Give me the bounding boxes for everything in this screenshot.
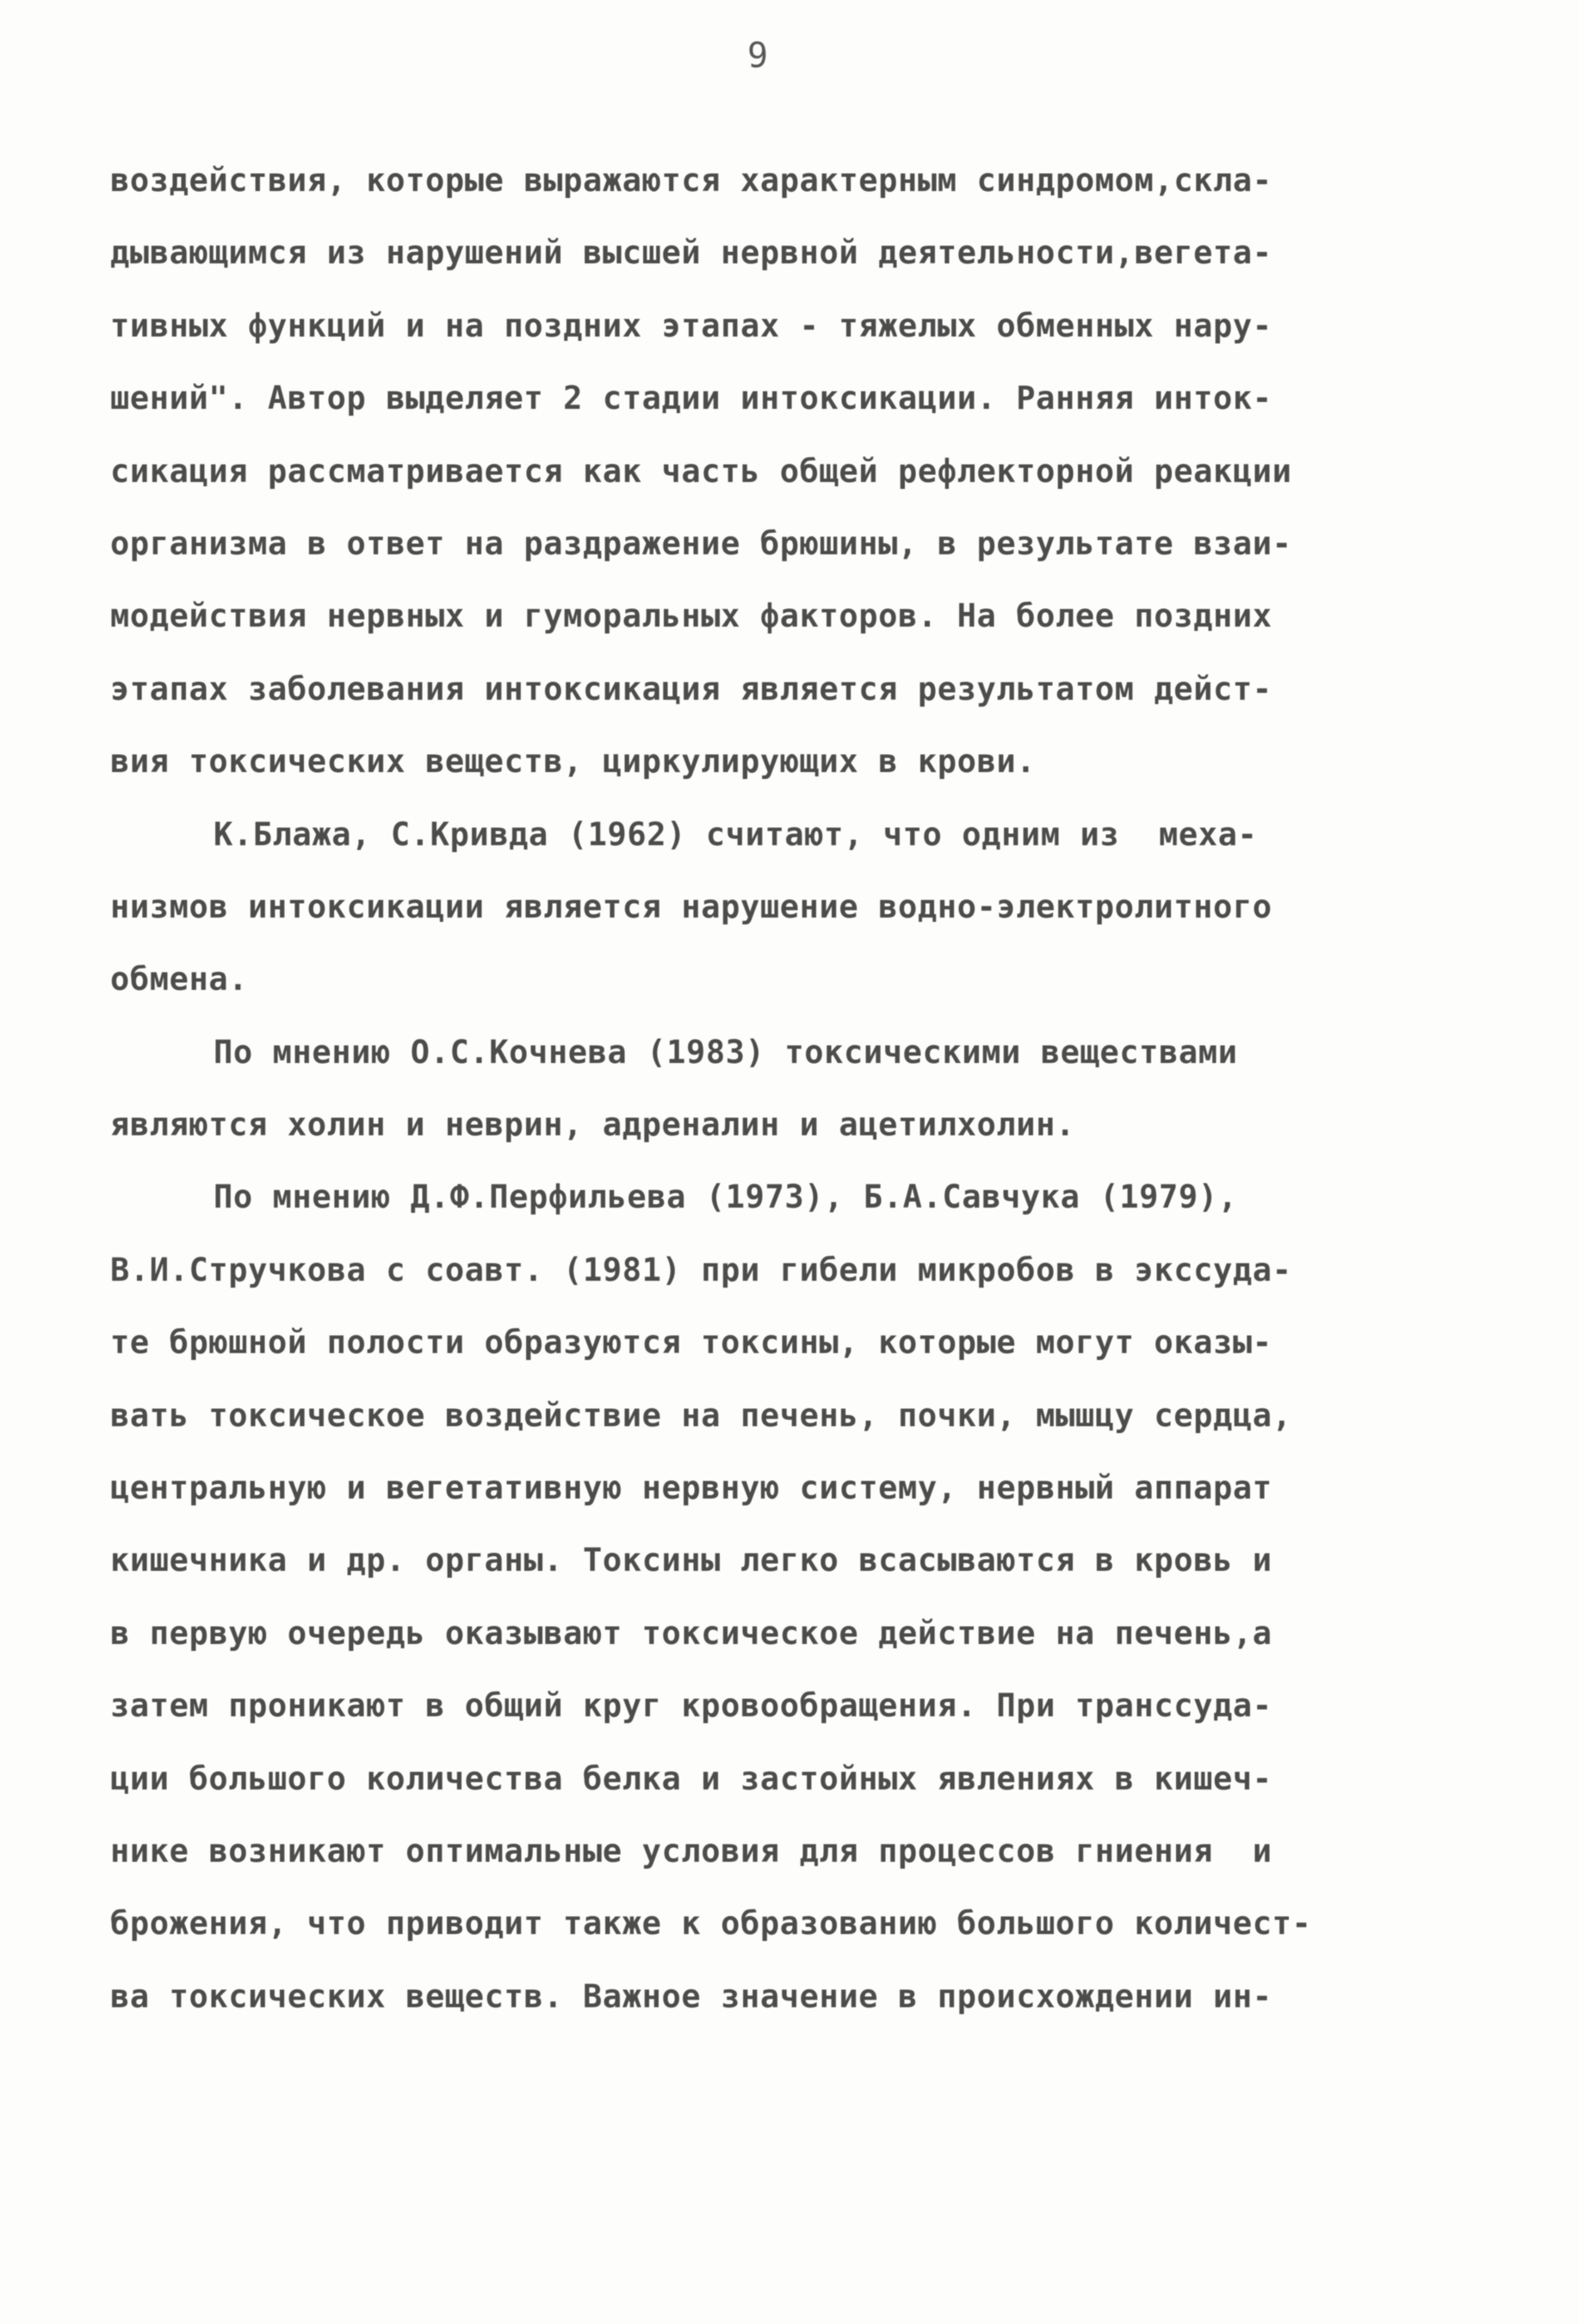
text-line: центральную и вегетативную нервную систему, нервный аппарат xyxy=(110,1469,1272,1507)
text-line: воздействия, которые выражаются характерным синдромом,скла- xyxy=(110,162,1272,199)
text-line: шений". Автор выделяет 2 стадии интоксикации. Ранняя инток- xyxy=(110,380,1272,417)
text-line: ции большого количества белка и застойных явлениях в кишеч- xyxy=(110,1759,1272,1797)
text-line: вия токсических веществ, циркулирующих в крови. xyxy=(110,743,1037,781)
text-line: вать токсическое воздействие на печень, почки, мышцу сердца, xyxy=(110,1396,1292,1434)
page-number: 9 xyxy=(746,36,769,76)
text-line: модействия нервных и гуморальных факторов. На более поздних xyxy=(110,597,1272,635)
text-line: затем проникают в общий круг кровообращения. При транссуда- xyxy=(110,1687,1272,1725)
text-line: сикация рассматривается как часть общей рефлекторной реакции xyxy=(110,452,1292,490)
text-line: По мнению Д.Ф.Перфильева (1973), Б.А.Савчука (1979), xyxy=(214,1178,1238,1216)
body-text xyxy=(110,145,1453,2033)
text-line: обмена. xyxy=(110,961,249,998)
text-line: По мнению О.С.Кочнева (1983) токсическими веществами xyxy=(214,1033,1238,1071)
text-line: организма в ответ на раздражение брюшины, в результате взаи- xyxy=(110,524,1292,562)
text-line: являются холин и неврин, адреналин и ацетилхолин. xyxy=(110,1106,1075,1144)
text-line: брожения, что приводит также к образованию большого количест- xyxy=(110,1905,1312,1943)
text-line: низмов интоксикации является нарушение водно-электролитного xyxy=(110,887,1272,925)
text-line: ва токсических веществ. Важное значение в происхождении ин- xyxy=(110,1977,1272,2015)
text-line: дывающимся из нарушений высшей нервной деятельности,вегета- xyxy=(110,234,1272,272)
text-line: тивных функций и на поздних этапах - тяжелых обменных нару- xyxy=(110,306,1272,344)
text-line: те брюшной полости образуются токсины, которые могут оказы- xyxy=(110,1324,1272,1362)
text-line: в первую очередь оказывают токсическое действие на печень,а xyxy=(110,1614,1272,1652)
text-line: К.Блажа, С.Кривда (1962) считают, что одним из меха- xyxy=(214,815,1258,853)
text-line: В.И.Стручкова с соавт. (1981) при гибели микробов в экссуда- xyxy=(110,1251,1292,1289)
text-line: нике возникают оптимальные условия для процессов гниения и xyxy=(110,1832,1272,1870)
text-line: кишечника и др. органы. Токсины легко всасываются в кровь и xyxy=(110,1542,1272,1579)
text-line: этапах заболевания интоксикация является результатом дейст- xyxy=(110,670,1272,708)
